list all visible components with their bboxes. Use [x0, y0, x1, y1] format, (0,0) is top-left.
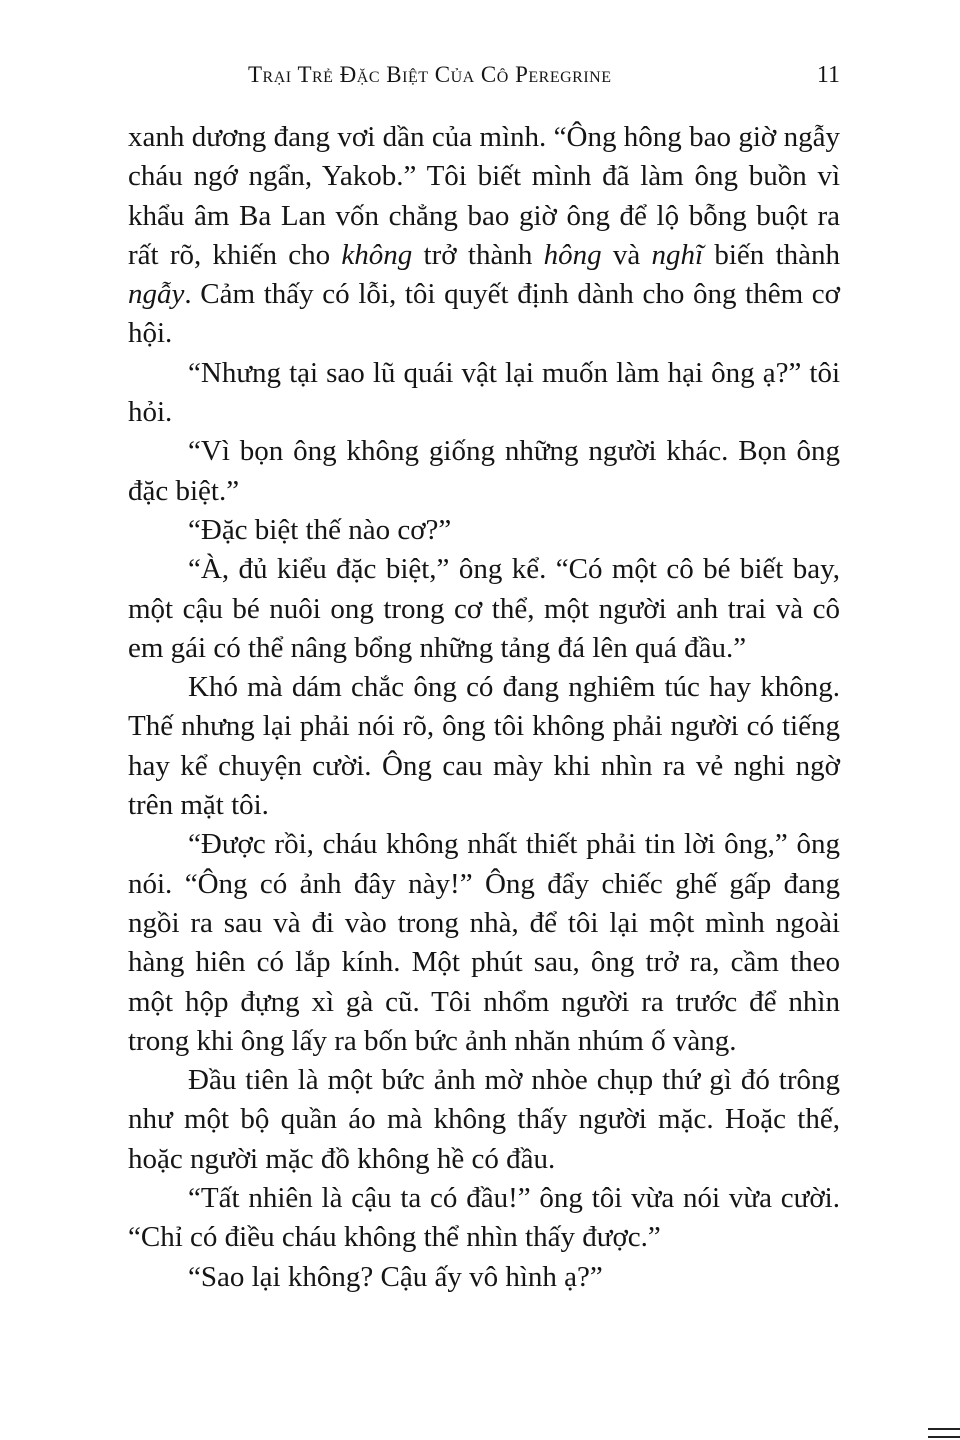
paragraph: [128, 550, 840, 668]
paragraph: [128, 1258, 840, 1297]
text-run: . Cảm thấy có lỗi, tôi quyết định dành cho ông thêm cơ hội.: [128, 278, 840, 350]
text-run: xanh dương đang vơi dần của mình. “Ông hông bao giờ ngẫy cháu ngớ ngẩn, Yakob.” Tôi biết mình đã làm ông buồn vì khẩu âm Ba Lan vốn chẳng bao giờ ông để lộ bỗng buột ra rất rõ, khiến cho: [128, 121, 840, 271]
paragraph: [128, 511, 840, 550]
italic-word: hông: [543, 238, 602, 271]
body-text: [128, 118, 840, 1297]
paragraph: [128, 1179, 840, 1258]
text-run: Đầu tiên là một bức ảnh mờ nhòe chụp thứ gì đó trông như một bộ quần áo mà không thấy người mặc. Hoặc thế, hoặc người mặc đồ không hề có đầu.: [128, 1064, 840, 1175]
text-run: “Vì bọn ông không giống những người khác. Bọn ông đặc biệt.”: [128, 435, 840, 507]
page-edge-mark: [928, 1428, 960, 1438]
text-run: “Được rồi, cháu không nhất thiết phải tin lời ông,” ông nói. “Ông có ảnh đây này!” Ông đẩy chiếc ghế gấp đang ngồi ra sau và đi vào trong nhà, để tôi lại một mình ngoài hàng hiên có lắp kính. Một phút sau, ông trở ra, cầm theo một hộp đựng xì gà cũ. Tôi nhổm người ra trước để nhìn trong khi ông lấy ra bốn bức ảnh nhăn nhúm ố vàng.: [128, 828, 840, 1057]
italic-word: không: [341, 238, 413, 271]
italic-word: nghĩ: [651, 238, 704, 271]
paragraph: [128, 354, 840, 433]
text-run: “Tất nhiên là cậu ta có đầu!” ông tôi vừa nói vừa cười. “Chỉ có điều cháu không thể nhìn thấy được.”: [128, 1182, 840, 1254]
paragraph: [128, 118, 840, 354]
text-run: Khó mà dám chắc ông có đang nghiêm túc hay không. Thế nhưng lại phải nói rõ, ông tôi không phải người có tiếng hay kể chuyện cười. Ông cau mày khi nhìn ra vẻ nghi ngờ trên mặt tôi.: [128, 671, 840, 822]
text-run: “Nhưng tại sao lũ quái vật lại muốn làm hại ông ạ?” tôi hỏi.: [128, 356, 840, 429]
text-run: biến thành: [703, 238, 841, 271]
italic-word: ngẫy: [128, 278, 185, 311]
text-run: “Đặc biệt thế nào cơ?”: [188, 513, 452, 546]
paragraph: [128, 825, 840, 1061]
paragraph: [128, 668, 840, 825]
text-run: và: [601, 238, 652, 271]
text-run: “Sao lại không? Cậu ấy vô hình ạ?”: [188, 1260, 603, 1293]
text-run: “À, đủ kiểu đặc biệt,” ông kể. “Có một cô bé biết bay, một cậu bé nuôi ong trong cơ thể, một người anh trai và cô em gái có thể nâng bổng những tảng đá lên quá đầu.”: [128, 553, 840, 664]
text-run: trở thành: [412, 238, 544, 271]
paragraph: [128, 1061, 840, 1179]
running-header: [128, 62, 840, 96]
running-title: Trại Trẻ Đặc Biệt Của Cô Peregrine: [248, 62, 612, 87]
paragraph: [128, 432, 840, 511]
page-number: 11: [816, 62, 840, 88]
